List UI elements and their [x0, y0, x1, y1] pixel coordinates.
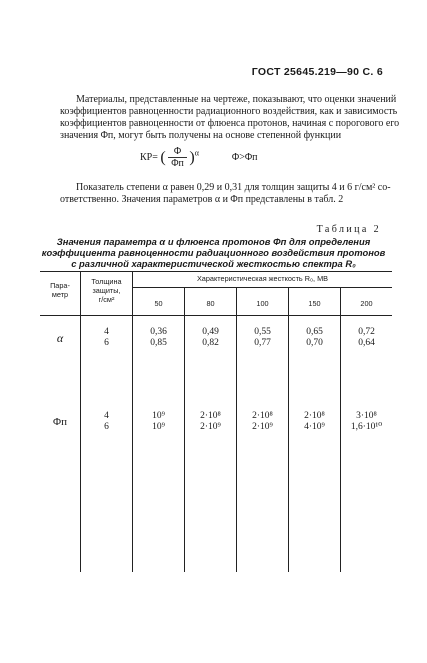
table-cell: 2·10⁸ [304, 411, 325, 421]
table-cell: 2·10⁸ [200, 411, 221, 421]
table-cell: 0,82 [202, 338, 219, 348]
table-title-line: Значения параметра α и флюенса протонов Φп для определения [56, 236, 371, 247]
formula-condition: Φ>Φп [231, 151, 258, 163]
table-cell: 0,70 [306, 338, 323, 348]
header-col-50: 50 [154, 299, 163, 308]
paragraph-line: коэффициентов равноценности от флюенса протонов, начиная с порогового его [60, 118, 400, 129]
table-cell: 1,6·10¹⁰ [350, 422, 383, 432]
fraction-denominator: Φп [171, 158, 184, 169]
paragraph-line: ответственно. Значения параметров α и Φп представлены в табл. 2 [60, 194, 344, 205]
table-cell: 4 [104, 327, 109, 337]
table-cell: 0,85 [150, 338, 167, 348]
table-cell: 0,77 [254, 338, 271, 348]
table-cell: 0,64 [358, 338, 375, 348]
paragraph-line: Материалы, представленные на чертеже, показывают, что оценки значений [76, 94, 397, 105]
formula-lhs: КР= [140, 151, 158, 163]
table-cell: 0,36 [150, 327, 167, 337]
table-cell: 0,55 [254, 327, 271, 337]
table-cell: 3·10⁸ [356, 411, 377, 421]
data-table [40, 271, 392, 572]
table-cell: 6 [104, 422, 109, 432]
table-cell: 0,49 [202, 327, 219, 337]
fraction-numerator: Φ [168, 146, 187, 158]
table-title-line: с различной характеристической жесткостью спектра R₀ [71, 258, 356, 269]
page-header: ГОСТ 25645.219—90 С. 6 [251, 66, 383, 78]
table-cell: 0,72 [358, 327, 375, 337]
table-cell: 4 [104, 411, 109, 421]
table-cell: 4·10⁹ [304, 422, 325, 432]
paragraph-line: значения Φп, могут быть получены на основе степенной функции [60, 130, 342, 141]
table-cell: 0,65 [306, 327, 323, 337]
table-title [0, 236, 427, 269]
header-col-80: 80 [206, 299, 215, 308]
header-col-100: 100 [256, 299, 269, 308]
paragraph-line: Показатель степени α равен 0,29 и 0,31 для толщин защиты 4 и 6 г/см² со- [76, 182, 391, 193]
header-group: Характеристическая жесткость R₀, МВ [196, 274, 329, 283]
table-cell: 2·10⁹ [252, 422, 273, 432]
paragraph-line: коэффициентов равноценности радиационного воздействия, как и зависимость [60, 106, 398, 117]
table-title-line: коэффициента равноценности радиационного воздействия протонов [41, 247, 386, 258]
header-param: Пара- метр [50, 281, 70, 299]
power-formula: КР= ( Φ Φп )$^\alpha$ Φ>Φп [140, 146, 258, 169]
table-group-rule [132, 287, 392, 288]
table-cell: 2·10⁹ [200, 422, 221, 432]
table-cell: 10⁹ [152, 411, 165, 421]
table-caption: Таблица 2 [316, 224, 381, 235]
table-cell: 6 [104, 338, 109, 348]
row-param-phi: Φп [53, 416, 67, 428]
table-top-rule [40, 271, 392, 272]
formula-exponent: α [194, 148, 199, 158]
header-col-200: 200 [360, 299, 373, 308]
table-cell: 10⁹ [152, 422, 165, 432]
table-cell: 2·10⁸ [252, 411, 273, 421]
header-thickness: Толщина защиты, г/см² [91, 277, 122, 304]
row-param-alpha: α [56, 331, 64, 345]
header-col-150: 150 [308, 299, 321, 308]
